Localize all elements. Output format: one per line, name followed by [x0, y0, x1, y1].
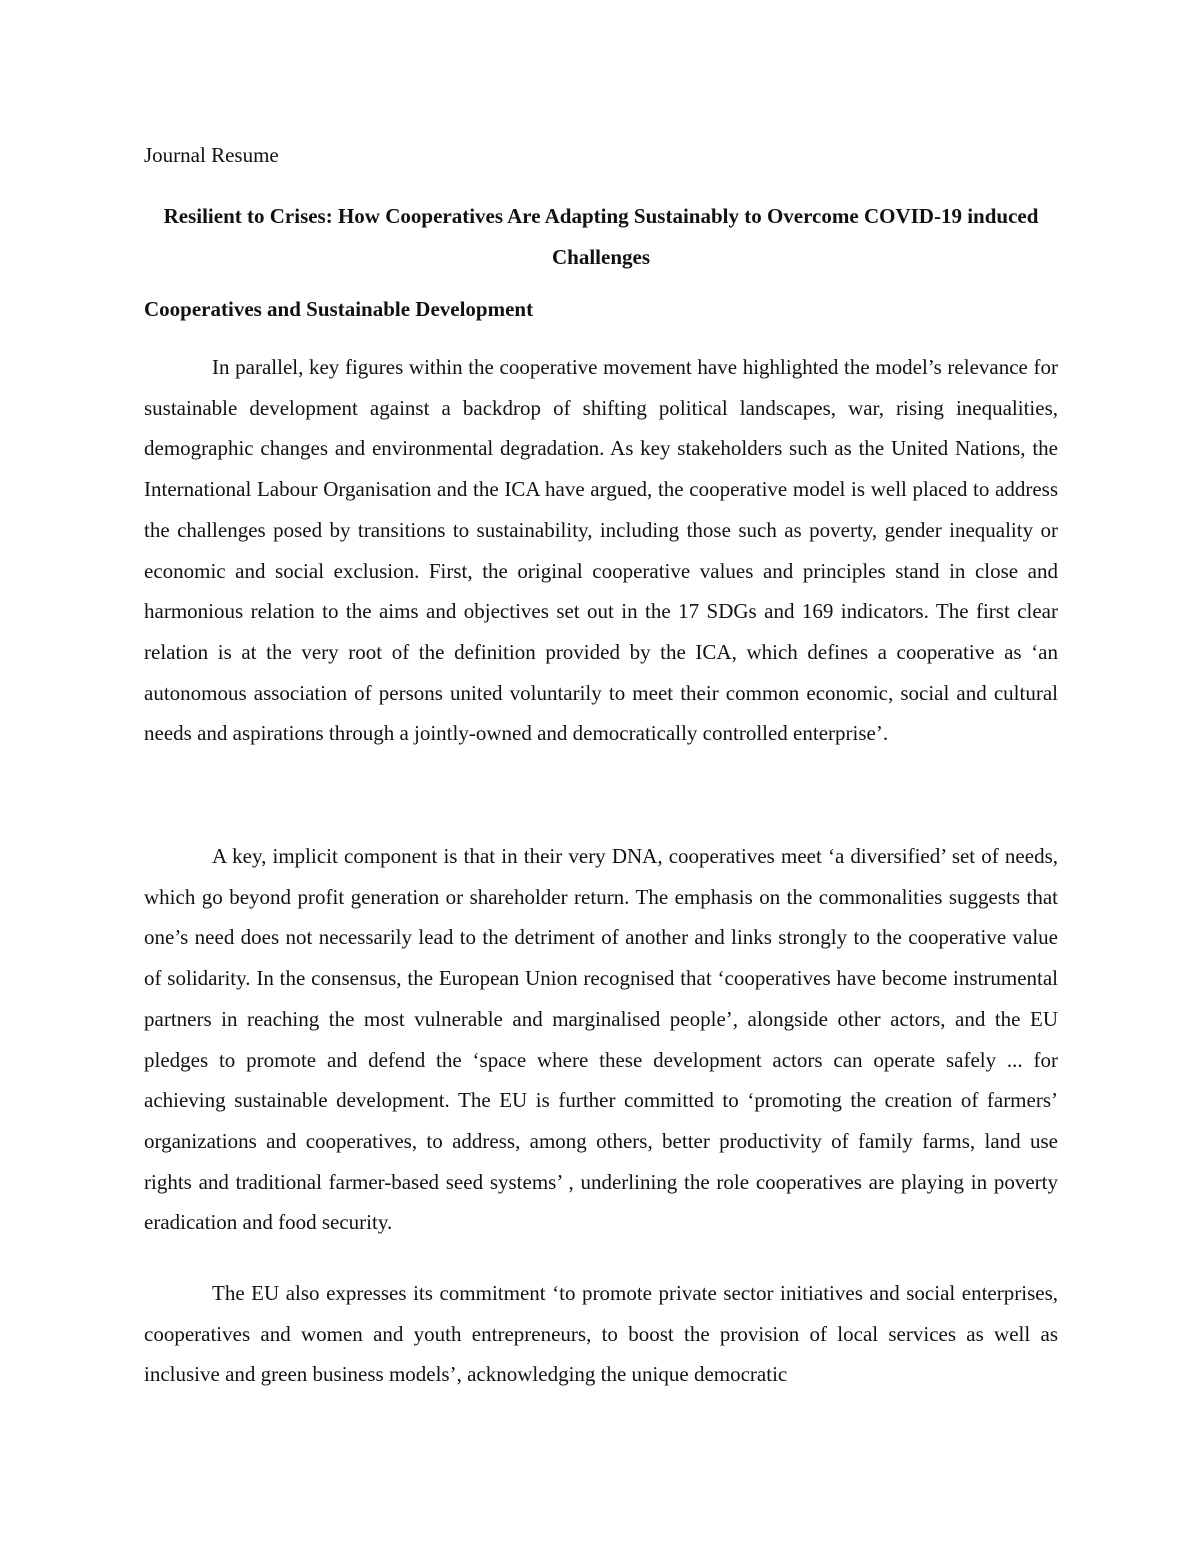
- body-paragraph-3: The EU also expresses its commitment ‘to promote private sector initiatives and social enterprises, cooperatives and women and youth entrepreneurs, to boost the provision of local services as well as inclusive and green business models’, acknowledging the unique democratic: [144, 1281, 1058, 1387]
- document-label: Journal Resume: [144, 143, 279, 167]
- document-title: Resilient to Crises: How Cooperatives Are Adapting Sustainably to Overcome COVID-19 induced Challenges: [163, 204, 1039, 269]
- document-page: [144, 0, 1058, 1553]
- section-heading: Cooperatives and Sustainable Development: [144, 297, 534, 321]
- body-paragraph-1: In parallel, key figures within the cooperative movement have highlighted the model’s relevance for sustainable development against a backdrop of shifting political landscapes, war, rising inequalities, demographic changes and environmental degradation. As key stakeholders such as the United Nations, the International Labour Organisation and the ICA have argued, the cooperative model is well placed to address the challenges posed by transitions to sustainability, including those such as poverty, gender inequality or economic and social exclusion. First, the original cooperative values and principles stand in close and harmonious relation to the aims and objectives set out in the 17 SDGs and 169 indicators. The first clear relation is at the very root of the definition provided by the ICA, which defines a cooperative as ‘an autonomous association of persons united voluntarily to meet their common economic, social and cultural needs and aspirations through a jointly-owned and democratically controlled enterprise’.: [144, 355, 1058, 746]
- body-paragraph-2: A key, implicit component is that in their very DNA, cooperatives meet ‘a diversified’ set of needs, which go beyond profit generation or shareholder return. The emphasis on the commonalities suggests that one’s need does not necessarily lead to the detriment of another and links strongly to the cooperative value of solidarity. In the consensus, the European Union recognised that ‘cooperatives have become instrumental partners in reaching the most vulnerable and marginalised people’, alongside other actors, and the EU pledges to promote and defend the ‘space where these development actors can operate safely ... for achieving sustainable development. The EU is further committed to ‘promoting the creation of farmers’ organizations and cooperatives, to address, among others, better productivity of family farms, land use rights and traditional farmer-based seed systems’ , underlining the role cooperatives are playing in poverty eradication and food security.: [144, 844, 1058, 1235]
